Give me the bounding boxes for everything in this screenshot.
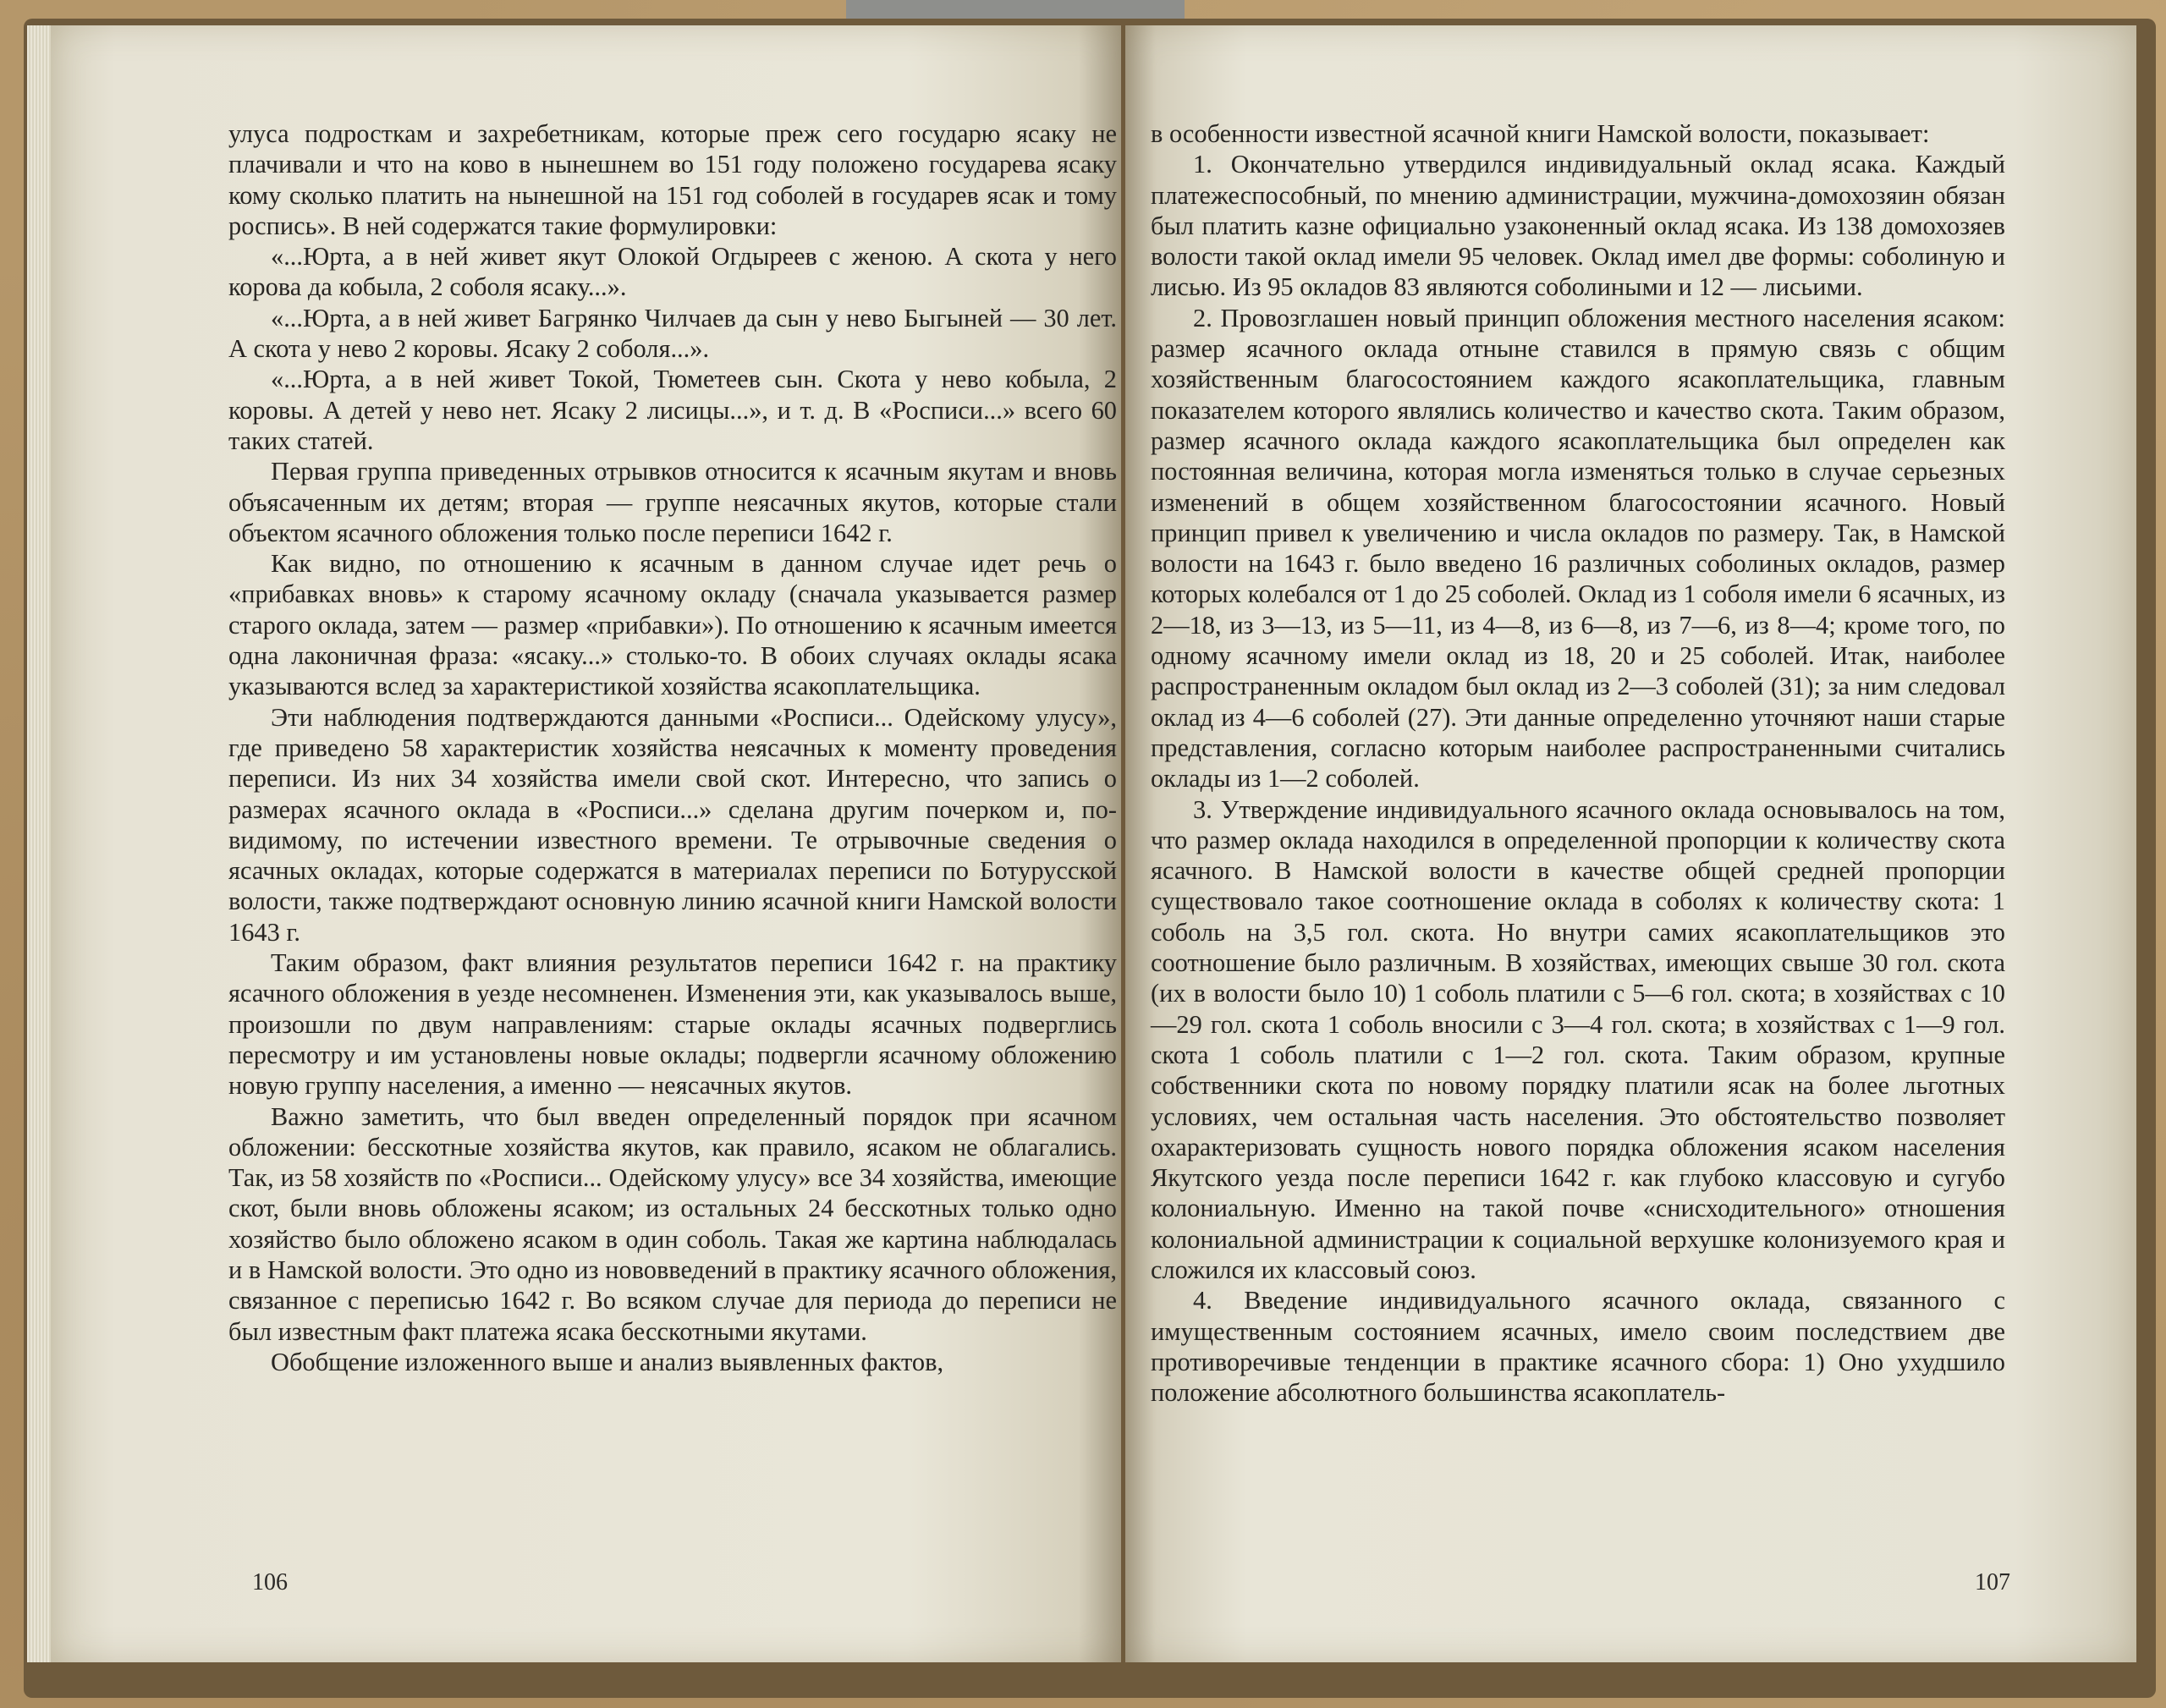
- paragraph: в особенности известной ясачной книги Намской волости, показывает:: [1151, 119, 1930, 148]
- paragraph: улуса подросткам и захребетникам, которые преж сего государю ясаку не плачивали и что на ково в нынешнем во 151 году положено государева ясаку кому сколько платить на нынешной на 151 год соболей в государев ясак и тому роспись». В ней содержатся такие формулировки:: [228, 119, 1117, 240]
- page-stack-left: [27, 25, 52, 1662]
- page-number-right: 107: [1975, 1569, 2010, 1595]
- paragraph: 1. Окончательно утвердился индивидуальный оклад ясака. Каждый платежеспособный, по мнению администрации, мужчина-домохозяин обязан был платить казне официально узаконенный оклад ясака. Из 138 домохозяев волости такой оклад имели 95 человек. Оклад имел две формы: соболиную и лисью. Из 95 окладов 83 являются соболиными и 12 — лисьими.: [1151, 150, 2005, 302]
- paragraph: 2. Провозглашен новый принцип обложения местного населения ясаком: размер ясачного оклада отныне ставился в прямую связь с общим хозяйственным благосостоянием каждого ясакоплательщика, главным показателем которого являлись количество и качество скота. Таким образом, размер ясачного оклада каждого ясакоплательщика был определен как постоянная величина, которая могла изменяться только в случае серьезных изменений в общем хозяйственном благосостоянии ясачного. Новый принцип привел к увеличению и числа окладов по размеру. Так, в Намской волости на 1643 г. было введено 16 различных соболиных окладов, размер которых колебался от 1 до 25 соболей. Оклад из 1 соболя имели 6 ясачных, из 2—18, из 3—13, из 5—11, из 4—8, из 6—8, из 7—6, из 8—4; кроме того, по одному ясачному имели оклад из 18, 20 и 25 соболей. Итак, наиболее распространенным окладом был оклад из 2—3 соболей (31); за ним следовал оклад из 4—6 соболей (27). Эти данные определенно уточняют наши старые представления, согласно которым наиболее распространенными считались оклады из 1—2 соболей.: [1151, 303, 2005, 794]
- paragraph: 4. Введение индивидуального ясачного оклада, связанного с имущественным состоянием ясачных, имело своим последствием две противоречивые тенденции в практике ясачного сбора: 1) Оно ухудшило положение абсолютного большинства ясакоплатель-: [1151, 1286, 2005, 1408]
- paragraph: Первая группа приведенных отрывков относится к ясачным якутам и вновь объясаченным их детям; вторая — группе неясачных якутов, которые стали объектом ясачного обложения только после переписи 1642 г.: [228, 457, 1117, 547]
- paragraph: «...Юрта, а в ней живет Токой, Тюметеев сын. Скота у нево кобыла, 2 коровы. А детей у нево нет. Ясаку 2 лисицы...», и т. д. В «Росписи...» всего 60 таких статей.: [228, 365, 1117, 455]
- paragraph: «...Юрта, а в ней живет Багрянко Чилчаев да сын у нево Быгыней — 30 лет. А скота у нево 2 коровы. Ясаку 2 соболя...».: [228, 303, 1117, 364]
- page-number-left: 106: [252, 1569, 288, 1595]
- right-page-text: [1151, 118, 2005, 1408]
- paragraph: Как видно, по отношению к ясачным в данном случае идет речь о «прибавках вновь» к старому ясачному окладу (сначала указывается размер старого оклада, затем — размер «прибавки»). По отношению к ясачным имеется одна лаконичная фраза: «ясаку...» столько-то. В обоих случаях оклады ясака указываются вслед за характеристикой хозяйства ясакоплательщика.: [228, 549, 1117, 701]
- paragraph: Эти наблюдения подтверждаются данными «Росписи... Одейскому улусу», где приведено 58 характеристик хозяйства неясачных к моменту проведения переписи. Из них 34 хозяйства имели свой скот. Интересно, что запись о размерах ясачного оклада в «Росписи...» сделана другим почерком и, по-видимому, по истечении известного времени. Те отрывочные сведения о ясачных окладах, которые содержатся в материалах переписи по Ботурусской волости, также подтверждают основную линию ясачной книги Намской волости 1643 г.: [228, 702, 1117, 947]
- left-page-text: [228, 118, 1117, 1377]
- paragraph: 3. Утверждение индивидуального ясачного оклада основывалось на том, что размер оклада находился в определенной пропорции к количеству скота ясачного. В Намской волости в качестве общей средней пропорции существовало такое соотношение оклада в соболях к количеству скота: 1 соболь на 3,5 гол. скота. Но внутри самих ясакоплательщиков это соотношение было различным. В хозяйствах, имеющих свыше 30 гол. скота (их в волости было 10) 1 соболь платили с 5—6 гол. скота; в хозяйствах с 10—29 гол. скота 1 соболь вносили с 3—4 гол. скота; в хозяйствах с 1—9 гол. скота 1 соболь платили с 1—2 гол. скота. Таким образом, крупные собственники скота по новому порядку платили ясак на более льготных условиях, чем остальная часть населения. Это обстоятельство позволяет охарактеризовать сущность нового порядка обложения ясаком населения Якутского уезда после переписи 1642 г. как глубоко классовую и сугубо колониальную. Именно на такой почве «снисходительного» отношения колониальной администрации к социальной верхушке колонизуемого края и сложился их классовый союз.: [1151, 794, 2005, 1284]
- paragraph: Обобщение изложенного выше и анализ выявленных фактов,: [271, 1347, 944, 1376]
- paragraph: Важно заметить, что был введен определенный порядок при ясачном обложении: бесскотные хозяйства якутов, как правило, ясаком не облагались. Так, из 58 хозяйств по «Росписи... Одейскому улусу» все 34 хозяйства, имеющие скот, были вновь обложены ясаком; из остальных 24 бесскотных только одно хозяйство было обложено ясаком в один соболь. Такая же картина наблюдалась и в Намской волости. Это одно из нововведений в практику ясачного обложения, связанное с переписью 1642 г. Во всяком случае для периода до переписи не был известным факт платежа ясака бесскотными якутами.: [228, 1101, 1117, 1346]
- paragraph: Таким образом, факт влияния результатов переписи 1642 г. на практику ясачного обложения в уезде несомненен. Изменения эти, как указывалось выше, произошли по двум направлениям: старые оклады ясачных подверглись пересмотру и им установлены новые оклады; подвергли ясачному обложению новую группу населения, а именно — неясачных якутов.: [228, 948, 1117, 1101]
- paragraph: «...Юрта, а в ней живет якут Олокой Огдыреев с женою. А скота у него корова да кобыла, 2 соболя ясаку...».: [228, 242, 1117, 302]
